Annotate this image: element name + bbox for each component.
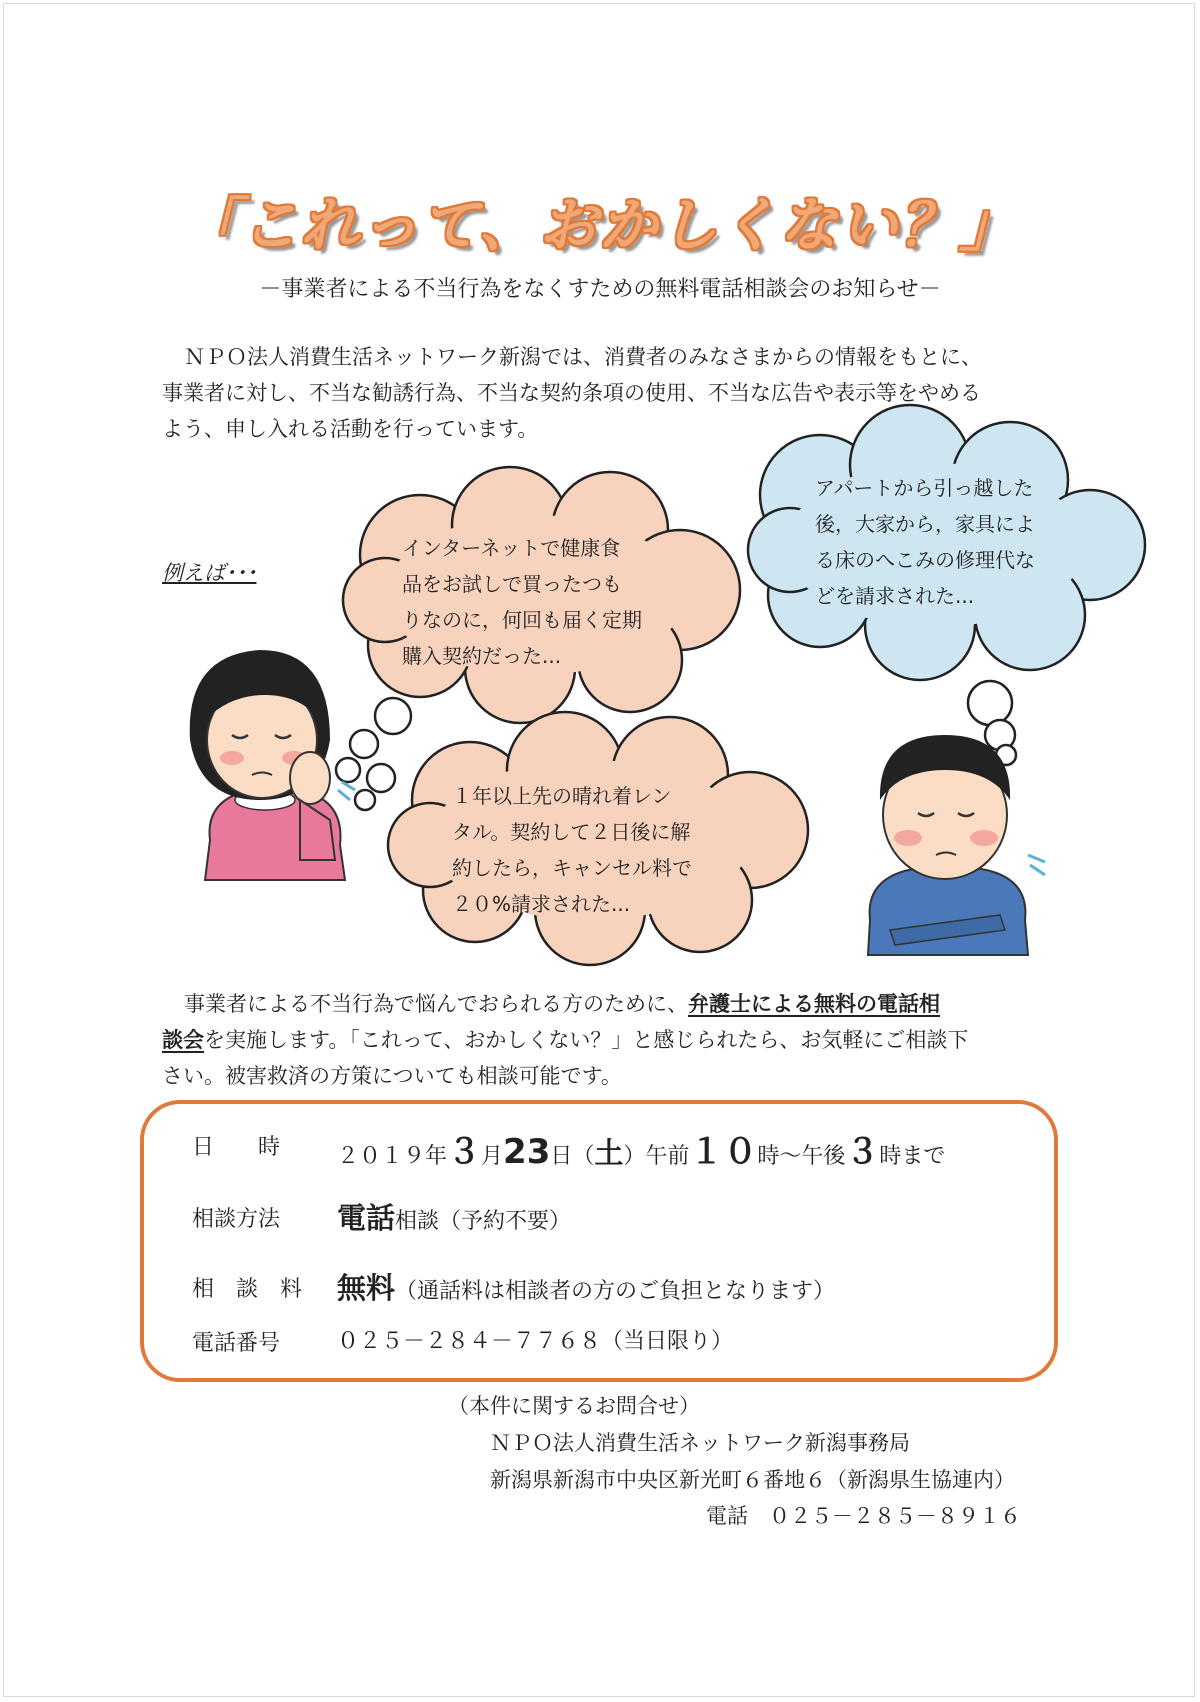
date-text: 時～午後 [757,1144,846,1169]
fee-value [337,1266,835,1307]
date-weekday: 土 [594,1136,624,1170]
fee-text: （通話料は相談者の方のご負担となります） [395,1279,836,1304]
phone-label: 電話番号 [192,1331,281,1356]
method-emphasis: 電話 [337,1201,396,1235]
date-text: 時まで [879,1144,946,1169]
intro-line: ＮＰＯ法人消費生活ネットワーク新潟では、消費者のみなさまからの情報をもとに、 [184,345,982,369]
bubble-line: インターネットで健康食 [402,536,621,560]
bubble-line: 購入契約だった... [402,644,562,668]
contact-org: ＮＰＯ法人消費生活ネットワーク新潟事務局 [490,1431,910,1455]
bubble-line: タル。契約して２日後に解 [452,820,691,844]
end-hour: ３ [845,1132,880,1172]
service-text: を実施します。「これって、おかしくない？」と感じられたら、お気軽にご相談下 [204,1028,969,1052]
bubble-line: 約したら，キャンセル料で [452,856,692,880]
method-label: 相談方法 [192,1207,281,1232]
service-line: さい。被害救済の方策についても相談可能です。 [162,1064,622,1088]
worried-woman-illustration [190,650,355,880]
bubble-line: 品をお試しで買ったつも [402,572,622,596]
bubble-line: りなのに，何回も届く定期 [402,608,642,632]
service-paragraph [162,986,1042,1094]
service-line [162,1022,1042,1058]
event-info-box [140,1100,1058,1382]
date-text: 日（ [550,1144,595,1169]
contact-address: 新潟県新潟市中央区新光町６番地６（新潟県生協連内） [490,1468,1015,1492]
date-label: 日 時 [192,1135,281,1160]
page-title: 「これって、おかしくない？」 [180,191,1020,259]
service-line [162,986,1042,1022]
bubble-line: る床のへこみの修理代な [815,548,1035,572]
page-subtitle: －事業者による不当行為をなくすための無料電話相談会のお知らせ－ [259,277,941,302]
bubble-line: ２０%請求された... [452,892,631,916]
date-month: ３ [447,1132,482,1172]
start-hour: １０ [689,1132,758,1172]
intro-line: よう、申し入れる活動を行っています。 [162,417,539,441]
bubble-line: １年以上先の晴れ着レン [452,784,672,808]
method-text: 相談（予約不要） [395,1209,572,1234]
example-label: 例えば･･･ [162,561,257,585]
date-value [337,1124,945,1173]
service-text: 事業者による不当行為で悩んでおられる方のために、 [184,992,688,1016]
date-day: 23 [503,1132,551,1172]
worried-man-illustration [868,735,1045,955]
thought-trail-left [336,698,411,810]
bubble-line: 後，大家から，家具によ [815,512,1035,536]
intro-line: 事業者に対し、不当な勧誘行為、不当な契約条項の使用、不当な広告や表示等をやめる [162,381,981,405]
phone-value: ０２５－２８４－７７６８（当日限り） [337,1329,734,1354]
bubble-text-left-top [402,530,642,674]
contact-heading: （本件に関するお問合せ） [448,1394,700,1418]
date-text: ２０１９年 [337,1144,448,1169]
bubble-line: アパートから引っ越した [815,476,1034,500]
bubble-text-left-bottom [452,778,692,922]
bubble-line: どを請求された... [815,584,975,608]
fee-emphasis: 無料 [337,1271,396,1305]
date-text: ）午前 [623,1144,690,1169]
method-value [337,1196,571,1237]
date-text: 月 [481,1144,504,1169]
bubble-text-right [815,470,1035,614]
service-emphasis: 談会 [162,1028,204,1052]
fee-label: 相 談 料 [192,1277,303,1302]
contact-phone: 電話 ０２５－２８５－８９１６ [706,1504,1021,1528]
service-emphasis: 弁護士による無料の電話相 [688,992,940,1016]
